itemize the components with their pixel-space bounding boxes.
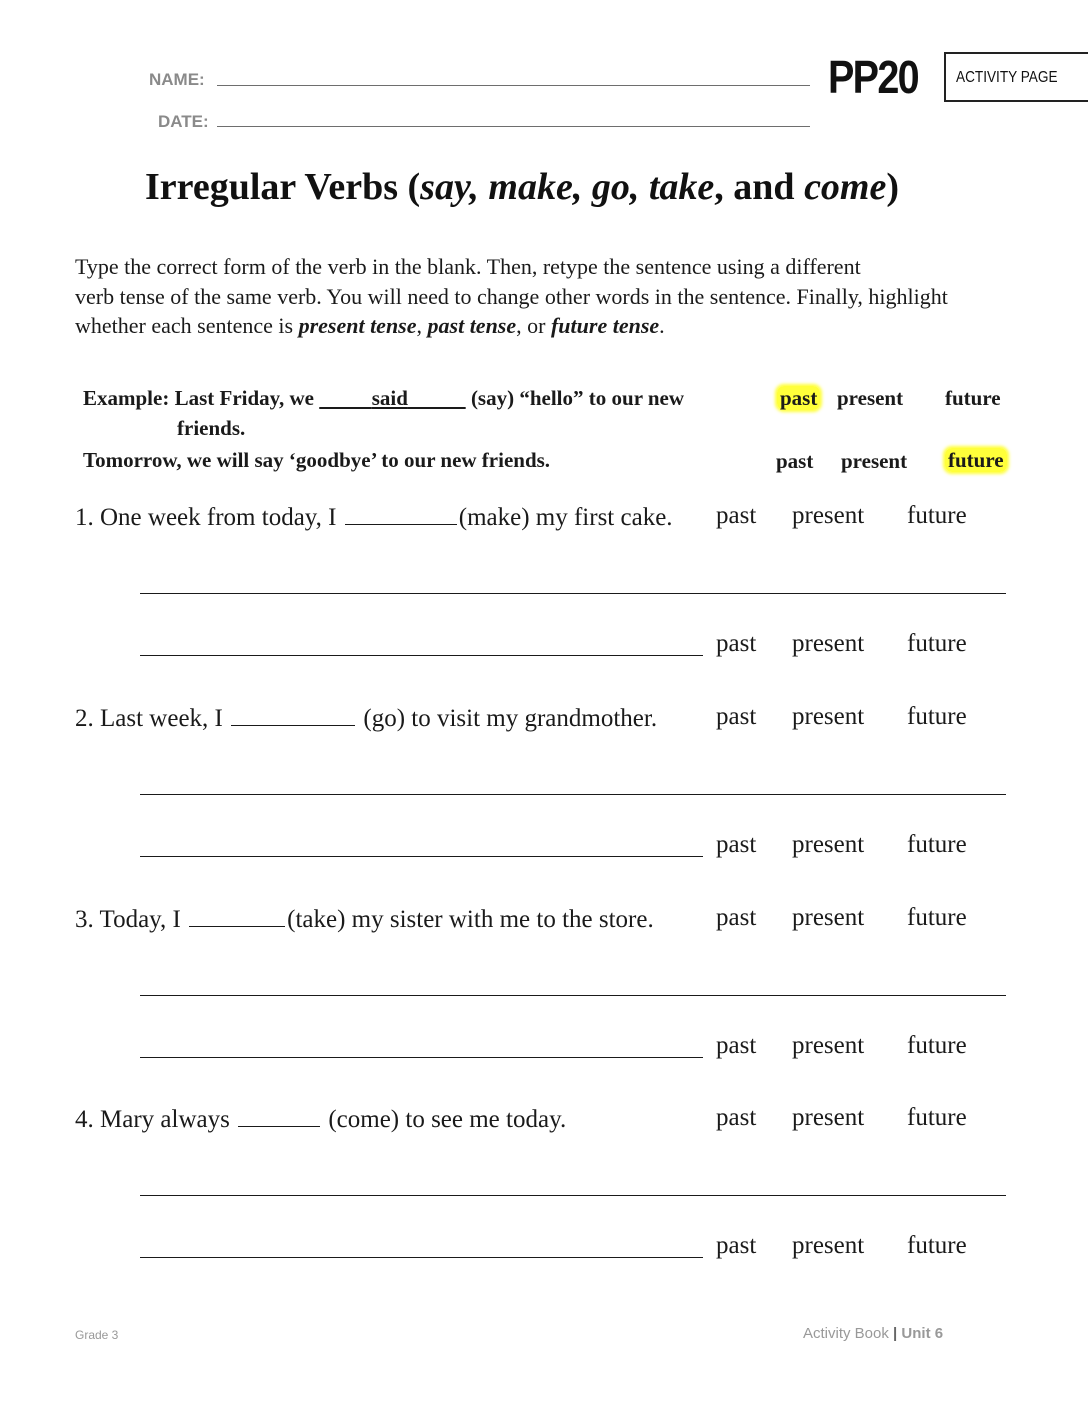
example-lead: Example: Last Friday, we — [83, 386, 314, 410]
q3-answer-line-2[interactable] — [140, 1057, 703, 1058]
q1-answer-line-1[interactable] — [140, 593, 1006, 594]
example-tense-past — [777, 386, 820, 411]
example2-tense-past: past — [776, 449, 814, 473]
q2-rewrite-future[interactable]: future — [907, 831, 967, 858]
title-suffix: ) — [886, 166, 900, 208]
title-verb-go: go, — [591, 166, 640, 208]
footer-separator: | — [893, 1325, 898, 1342]
q4-rewrite-present[interactable]: present — [792, 1232, 865, 1259]
q4-present[interactable]: present — [792, 1104, 865, 1131]
instructions-line-1: Type the correct form of the verb in the blank. Then, retype the sentence using a different — [75, 254, 861, 279]
example-continuation: friends. — [177, 416, 246, 440]
q2-answer-line-2[interactable] — [140, 856, 703, 857]
question-3-blank[interactable] — [189, 904, 285, 927]
q3-present[interactable]: present — [792, 904, 865, 931]
q2-past[interactable]: past — [716, 703, 757, 730]
example-tense-present: present — [837, 386, 904, 410]
future-tense-term: future tense — [550, 313, 660, 338]
present-tense-term: present tense — [298, 313, 417, 338]
question-3-start: 3. Today, I — [75, 906, 181, 933]
q1-present[interactable]: present — [792, 502, 865, 529]
q2-rewrite-present[interactable]: present — [792, 831, 865, 858]
example-sentence-2: Tomorrow, we will say ‘goodbye’ to our new friends. — [83, 448, 551, 472]
q1-answer-line-2[interactable] — [140, 655, 703, 656]
page-title — [145, 165, 899, 209]
date-field[interactable] — [217, 126, 810, 127]
q3-future[interactable]: future — [907, 904, 967, 931]
q3-rewrite-past[interactable]: past — [716, 1032, 757, 1059]
question-4-blank[interactable] — [238, 1104, 320, 1127]
q2-future[interactable]: future — [907, 703, 967, 730]
q1-rewrite-future[interactable]: future — [907, 630, 967, 657]
title-verb-make: make, — [488, 166, 583, 208]
question-2-blank[interactable] — [231, 703, 355, 726]
q1-past[interactable]: past — [716, 502, 757, 529]
example2-tense-future — [945, 448, 1007, 473]
example2-tense-present: present — [841, 449, 908, 473]
question-3-end: (take) my sister with me to the store. — [287, 906, 654, 933]
title-verb-take: take — [648, 166, 715, 208]
example-highlight-past: past — [777, 386, 820, 410]
q4-future[interactable]: future — [907, 1104, 967, 1131]
footer-unit: Unit 6 — [901, 1325, 944, 1342]
page-code: PP20 — [828, 51, 918, 103]
question-1-blank[interactable] — [345, 502, 457, 525]
instructions — [75, 252, 948, 341]
name-label: NAME: — [149, 70, 205, 89]
past-tense-term: past tense — [427, 313, 517, 338]
q4-answer-line-1[interactable] — [140, 1195, 1006, 1196]
activity-page-badge — [944, 52, 1088, 102]
q4-past[interactable]: past — [716, 1104, 757, 1131]
footer-book-title: Activity Book — [803, 1325, 889, 1342]
example-answer-text: said — [371, 386, 408, 410]
question-4 — [75, 1104, 566, 1134]
question-1-end: (make) my first cake. — [458, 504, 673, 531]
question-2 — [75, 703, 657, 733]
example-tense-future: future — [945, 386, 1001, 410]
footer-grade: Grade 3 — [75, 1328, 119, 1342]
question-1-start: 1. One week from today, I — [75, 504, 337, 531]
q4-rewrite-future[interactable]: future — [907, 1232, 967, 1259]
example-rest: (say) “hello” to our new — [470, 386, 685, 410]
example-highlight-future: future — [945, 448, 1007, 472]
instructions-comma: , — [416, 313, 423, 338]
q4-answer-line-2[interactable] — [140, 1257, 703, 1258]
q1-future[interactable]: future — [907, 502, 967, 529]
question-4-end: (come) to see me today. — [328, 1106, 567, 1133]
instructions-line-2: verb tense of the same verb. You will need to change other words in the sentence. Finally, highlight — [75, 283, 948, 309]
title-joiner: , and — [714, 166, 795, 208]
question-4-start: 4. Mary always — [75, 1106, 230, 1133]
q1-rewrite-past[interactable]: past — [716, 630, 757, 657]
instructions-period: . — [659, 313, 665, 338]
instructions-line-3-text: whether each sentence is — [75, 313, 294, 338]
q3-rewrite-future[interactable]: future — [907, 1032, 967, 1059]
q2-rewrite-past[interactable]: past — [716, 831, 757, 858]
q1-rewrite-present[interactable]: present — [792, 630, 865, 657]
date-label: DATE: — [158, 112, 209, 131]
q3-past[interactable]: past — [716, 904, 757, 931]
question-1 — [75, 502, 673, 532]
instructions-line-3 — [75, 311, 948, 341]
title-verb-say: say, — [420, 166, 479, 208]
name-field[interactable] — [217, 85, 810, 86]
title-verb-come: come — [804, 166, 887, 208]
q2-present[interactable]: present — [792, 703, 865, 730]
instructions-or: , or — [516, 313, 546, 338]
q3-rewrite-present[interactable]: present — [792, 1032, 865, 1059]
question-3 — [75, 904, 654, 934]
q4-rewrite-past[interactable]: past — [716, 1232, 757, 1259]
title-prefix: Irregular Verbs ( — [145, 166, 421, 208]
q2-answer-line-1[interactable] — [140, 794, 1006, 795]
activity-page-label: ACTIVITY PAGE — [956, 69, 1058, 86]
example-sentence — [83, 386, 684, 411]
question-2-end: (go) to visit my grandmother. — [363, 705, 658, 732]
footer-book — [803, 1325, 943, 1342]
question-2-start: 2. Last week, I — [75, 705, 223, 732]
q3-answer-line-1[interactable] — [140, 995, 1006, 996]
example-answer — [319, 386, 465, 410]
